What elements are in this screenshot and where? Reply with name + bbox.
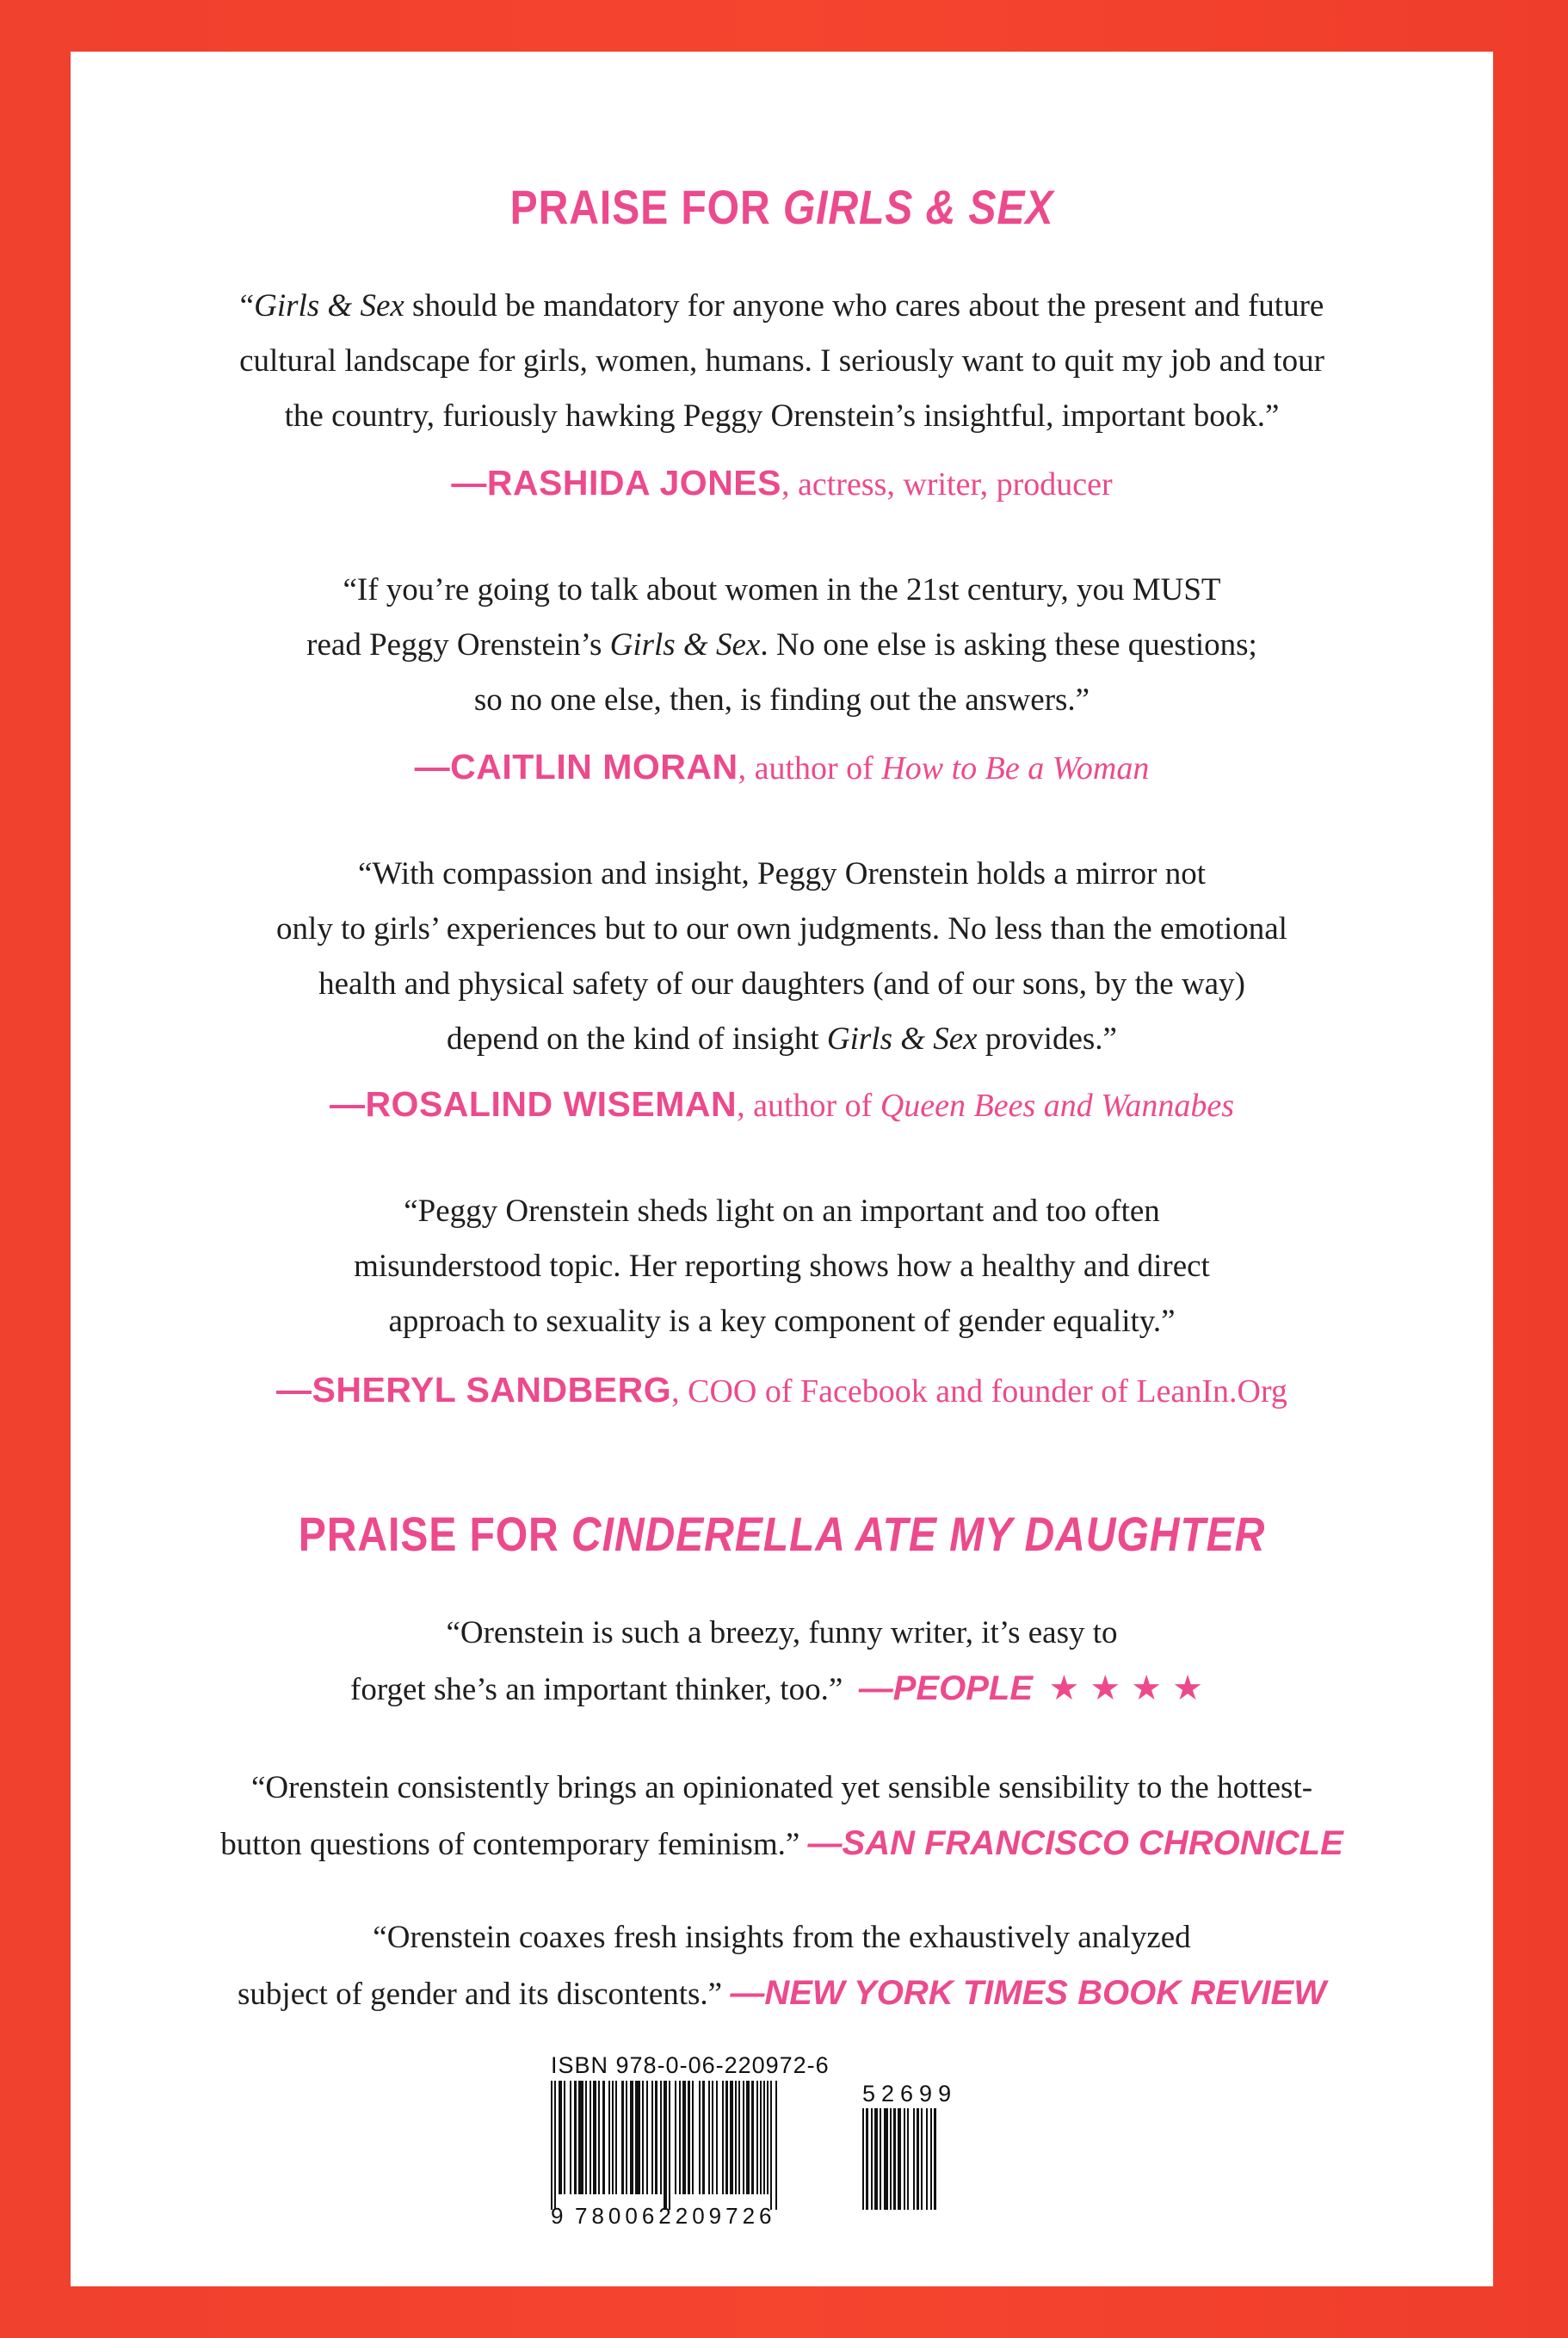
book-title: Girls & Sex — [609, 627, 761, 663]
quote-line — [71, 618, 1493, 673]
quote-text: . No one else is asking these questions; — [760, 627, 1257, 663]
attribution-name: —CAITLIN MORAN — [414, 747, 738, 787]
barcode-bar — [743, 2081, 744, 2194]
quote-line: cultural landscape for girls, women, humans. I seriously want to quit my job and tour — [239, 343, 1324, 379]
barcode-bar — [651, 2081, 653, 2194]
isbn-label: ISBN 978-0-06-220972-6 — [551, 2052, 830, 2078]
barcode-bar — [862, 2108, 864, 2210]
barcode-bar — [621, 2081, 624, 2194]
barcode-bar — [635, 2081, 640, 2194]
barcode-bar — [756, 2081, 758, 2194]
barcode-bar — [570, 2081, 571, 2194]
quote-line: only to girls’ experiences but to our own judgments. No less than the emotional — [276, 911, 1287, 947]
barcode-bar — [682, 2081, 686, 2194]
quote-text: subject of gender and its discontents.” — [238, 1977, 723, 2012]
attribution-role — [737, 1088, 1234, 1124]
quote-line: “Orenstein is such a breezy, funny writer, it’s easy to — [446, 1615, 1118, 1650]
quote-rashida-jones — [71, 279, 1493, 444]
barcode-bar — [699, 2081, 701, 2194]
barcode-bar — [598, 2081, 600, 2194]
quote-text: forget she’s an important thinker, too.” — [350, 1672, 843, 1707]
barcode-bar — [907, 2108, 909, 2210]
barcode-bar — [730, 2081, 733, 2194]
barcode-bar — [775, 2081, 777, 2210]
attribution-rosalind-wiseman — [71, 1084, 1493, 1125]
barcode-bar — [917, 2108, 919, 2210]
quote-text: depend on the kind of insight — [447, 1021, 827, 1057]
book-title: Girls & Sex — [826, 1021, 978, 1057]
section-heading-girls-and-sex — [170, 179, 1394, 235]
barcode-bar — [746, 2081, 750, 2194]
quote-line: approach to sexuality is a key component of gender equality.” — [388, 1304, 1176, 1339]
barcode-bar — [763, 2081, 765, 2194]
source-nyt-book-review: —NEW YORK TIMES BOOK REVIEW — [730, 1974, 1326, 2012]
role-text: , author of — [737, 1088, 880, 1124]
quote-line: so no one else, then, is finding out the answers.” — [473, 682, 1090, 718]
barcode-bar — [890, 2108, 892, 2210]
open-quote: “ — [239, 288, 255, 324]
quote-line — [71, 279, 1493, 334]
attribution-rashida-jones — [71, 463, 1493, 503]
book-title: Girls & Sex — [254, 288, 404, 324]
barcode-bar — [574, 2081, 577, 2194]
barcode-first-digit: 9 — [551, 2203, 564, 2229]
barcode-bar — [630, 2081, 633, 2194]
barcode-bar — [688, 2081, 690, 2194]
barcode-main-digits: 780062209726 — [575, 2203, 776, 2229]
barcode-bar — [615, 2081, 617, 2194]
quote-line — [71, 1012, 1493, 1067]
barcode-bar — [660, 2081, 662, 2194]
attribution-role — [738, 750, 1150, 787]
barcode-bar — [702, 2081, 705, 2194]
attribution-name: —RASHIDA JONES — [451, 463, 781, 503]
barcode-bar — [669, 2081, 670, 2210]
barcode-bar — [612, 2081, 614, 2194]
heading-prefix: PRAISE FOR — [509, 180, 783, 234]
quote-text: read Peggy Orenstein’s — [306, 627, 610, 663]
heading-book-title: GIRLS & SEX — [782, 180, 1054, 234]
quote-san-francisco-chronicle — [71, 1761, 1493, 1872]
quote-line: misunderstood topic. Her reporting shows how a healthy and direct — [354, 1249, 1210, 1284]
barcode-bar — [642, 2081, 644, 2194]
quote-line: “With compassion and insight, Peggy Orenstein holds a mirror not — [357, 856, 1207, 891]
source-people: —PEOPLE — [858, 1669, 1034, 1707]
barcode-bar — [554, 2081, 556, 2210]
quote-line: the country, furiously hawking Peggy Orenstein’s insightful, important book.” — [284, 398, 1280, 434]
barcode-bar — [926, 2108, 928, 2210]
quote-line — [71, 1816, 1493, 1872]
section-heading-cinderella — [170, 1506, 1394, 1562]
barcode-bar — [934, 2108, 936, 2210]
barcode-bar — [655, 2081, 657, 2194]
barcode-bar — [904, 2108, 905, 2210]
barcode-bar — [930, 2108, 932, 2210]
barcode-bar — [664, 2081, 667, 2210]
barcode-bar — [593, 2081, 596, 2194]
role-text: , author of — [738, 750, 882, 787]
quote-line: “Orenstein consistently brings an opinionated yet sensible sensibility to the hottest- — [250, 1770, 1313, 1805]
barcode-bar — [893, 2108, 896, 2210]
barcode-bar — [675, 2081, 676, 2194]
barcode-bar — [559, 2081, 562, 2194]
attribution-sheryl-sandberg — [71, 1370, 1493, 1410]
barcode-bar — [578, 2081, 583, 2194]
attribution-name: —ROSALIND WISEMAN — [329, 1084, 738, 1124]
barcode-bar — [716, 2081, 718, 2194]
barcode-bar — [913, 2108, 915, 2210]
barcode-bar — [874, 2108, 878, 2210]
barcode-bar — [608, 2081, 610, 2194]
heading-prefix: PRAISE FOR — [298, 1507, 571, 1561]
barcode-bar — [722, 2081, 724, 2194]
quote-line — [71, 1965, 1493, 2022]
barcode-bar — [866, 2108, 868, 2210]
barcode-bar — [880, 2108, 881, 2210]
barcode-bar — [898, 2108, 901, 2210]
barcode-bar — [564, 2081, 565, 2194]
barcode-bar — [679, 2081, 681, 2194]
barcode-bar — [602, 2081, 605, 2194]
attribution-name: —SHERYL SANDBERG — [276, 1370, 672, 1410]
barcode-bar — [708, 2081, 710, 2194]
back-cover-panel — [71, 52, 1493, 2286]
barcode-bar — [871, 2108, 873, 2210]
quote-sheryl-sandberg — [71, 1184, 1493, 1349]
quote-nyt-book-review — [71, 1910, 1493, 2022]
book-title: How to Be a Woman — [881, 750, 1150, 787]
isbn-barcode — [551, 2081, 835, 2210]
quote-line: “If you’re going to talk about women in the 21st century, you MUST — [343, 572, 1221, 608]
barcode-bar — [712, 2081, 713, 2194]
attribution-role: , COO of Facebook and founder of LeanIn.Org — [671, 1373, 1287, 1410]
heading-book-title: CINDERELLA ATE MY DAUGHTER — [571, 1507, 1266, 1561]
source-sf-chronicle: —SAN FRANCISCO CHRONICLE — [807, 1824, 1343, 1862]
price-addon-digits: 52699 — [862, 2081, 958, 2107]
book-title: Queen Bees and Wannabes — [880, 1088, 1235, 1124]
barcode-bar — [770, 2081, 772, 2210]
attribution-caitlin-moran — [71, 747, 1493, 787]
barcode-bar — [551, 2081, 553, 2210]
barcode-bar — [921, 2108, 923, 2210]
barcode-bar — [585, 2081, 587, 2194]
barcode-bar — [767, 2081, 769, 2194]
quote-rosalind-wiseman — [71, 847, 1493, 1067]
quote-people — [71, 1606, 1493, 1718]
quote-caitlin-moran — [71, 563, 1493, 728]
quote-line: “Orenstein coaxes fresh insights from the exhaustively analyzed — [373, 1920, 1191, 1955]
barcode-bar — [646, 2081, 648, 2194]
quote-line: “Peggy Orenstein sheds light on an important and too often — [404, 1194, 1160, 1229]
attribution-role: , actress, writer, producer — [781, 466, 1113, 503]
quote-line: health and physical safety of our daughters (and of our sons, by the way) — [318, 966, 1245, 1002]
price-addon-barcode — [862, 2108, 991, 2210]
quote-text: should be mandatory for anyone who cares about the present and future — [404, 288, 1324, 324]
barcode-bar — [590, 2081, 591, 2194]
barcode-bar — [626, 2081, 627, 2194]
quote-text: button questions of contemporary feminism.” — [220, 1827, 800, 1862]
barcode-bar — [760, 2081, 762, 2194]
barcode-bar — [692, 2081, 694, 2194]
barcode-bar — [738, 2081, 740, 2194]
barcode-bar — [884, 2108, 888, 2210]
quote-line — [71, 1661, 1493, 1718]
barcode-bar — [751, 2081, 754, 2194]
barcode-bar — [735, 2081, 737, 2194]
star-rating-icon: ★★★★ — [1048, 1669, 1213, 1708]
quote-text: provides.” — [977, 1021, 1117, 1057]
barcode-bar — [725, 2081, 728, 2194]
